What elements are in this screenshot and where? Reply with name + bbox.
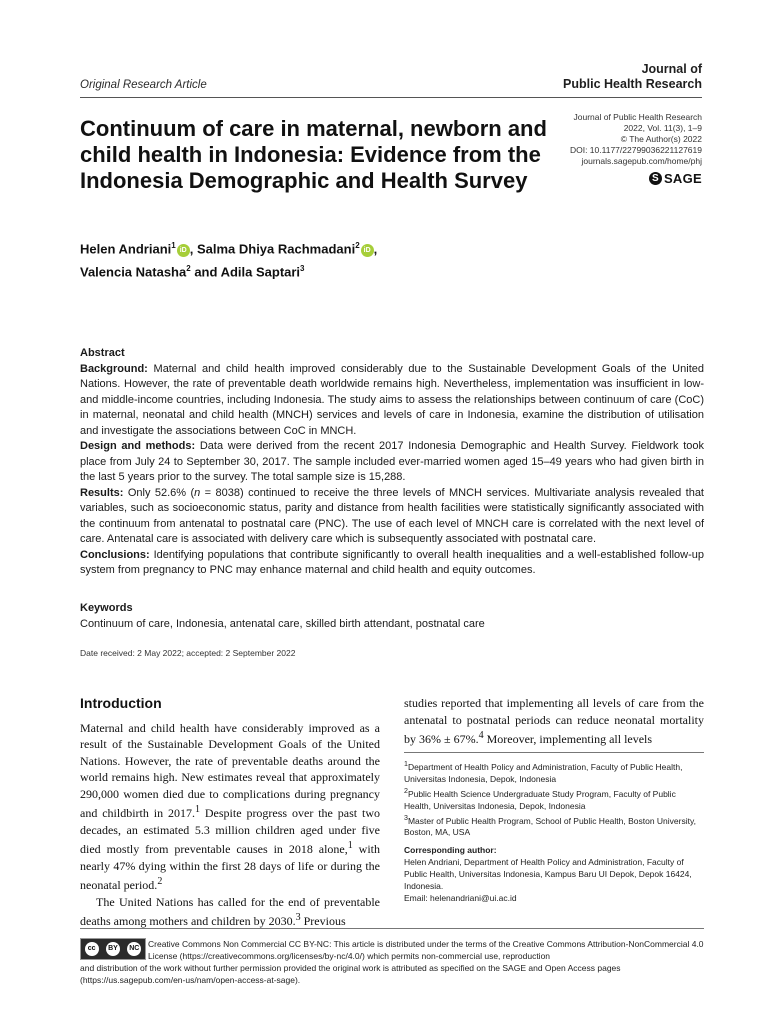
publication-info: Journal of Public Health Research 2022, Vol. 11(3), 1–9 © The Author(s) 2022 DOI: 10.1177/22799036221127619 journals.sagepub.com/home/phj [502, 112, 702, 167]
orcid-icon[interactable]: iD [177, 244, 190, 257]
sage-mark-icon: S [649, 172, 662, 185]
introduction-left-column [80, 695, 380, 930]
creative-commons-badge[interactable] [80, 938, 146, 960]
abstract-background: Background: Maternal and child health improved considerably due to the Sustainable Development Goals of the United Nations. However, the rate of preventable death worldwide remains high. Nevertheless, implementation was insufficient in low- and middle-income countries, including Indonesia. The study aims to assess the relationships between continuum of care (CoC) in maternal, neonatal and child health (MNCH) services and levels of care in Indonesia, examine the distribution of utilisation and investigate the associations between CoC in MNCH. [80, 362, 704, 437]
citation-ref[interactable]: 1 [347, 840, 353, 851]
abstract-conclusions: Conclusions: Identifying populations that contribute significantly to overall health inequalities and a well-established follow-up system from pregnancy to PNC may enhance maternal and child health and equity outcomes. [80, 548, 704, 576]
journal-name: Journal of Public Health Research [563, 62, 702, 91]
orcid-icon[interactable]: iD [361, 244, 374, 257]
author-name: Helen Andriani [80, 241, 172, 257]
affiliation-item: $^1$Department of Health Policy and Administration, Faculty of Public Health, Universitas Indonesia, Depok, Indonesia [404, 760, 683, 784]
introduction-paragraph: The United Nations has called for the end of preventable deaths among mothers and children by 2030.$^3$ Previous [80, 894, 380, 928]
doi-link[interactable]: DOI: 10.1177/22799036221127619 [569, 145, 702, 155]
nc-icon: NC [127, 942, 141, 956]
author-list: Helen Andriani$^1$iD , Salma Dhiya Rachmadani$^2$iD , Valencia Natasha$^2$ and Adila Saptari$^3$ [80, 241, 378, 280]
keywords-heading: Keywords [80, 602, 133, 614]
abstract-heading: Abstract [80, 347, 125, 359]
corresponding-author-address: Helen Andriani, Department of Health Policy and Administration, Faculty of Public Health, Universitas Indonesia, Kampus Baru UI Depok, Depok 16424, Indonesia. [404, 857, 692, 892]
journal-url-link[interactable]: journals.sagepub.com/home/phj [581, 156, 702, 166]
license-text: Creative Commons Non Commercial CC BY-NC: This article is distributed under the terms of the Creative Commons Attribution-NonCommercial 4.0 License (https://creativecommons.org/licenses/by-nc/4.0/) which permits non-commercial use, reproduction and distribution of the work without further permission provided the original work is attributed as specified on the SAGE and Open Access pages (https://us.sagepub.com/en-us/nam/open-access-at-sage). [80, 939, 704, 985]
introduction-heading: Introduction [80, 695, 162, 711]
paper-title: Continuum of care in maternal, newborn and child health in Indonesia: Evidence from the Indonesia Demographic and Health Survey [80, 116, 547, 193]
corresponding-author-email[interactable]: Email: helenandriani@ui.ac.id [404, 893, 517, 904]
sage-logo: S SAGE [649, 171, 702, 186]
introduction-paragraph: Maternal and child health have considerably improved as a result of the Sustainable Development Goals of the United Nations. However, the rate of preventable deaths around the world remains high. New estimates reveal that approximately 290,000 women died due to complications during pregnancy and childbirth in 2017.$^1$ Despite progress over the past two decades, an estimated 5.3 million children aged under five died mostly from preventable causes in 2018 alone,$^1$ with nearly 47% dying within the first 28 days of life or during the neonatal period.$^2$ [80, 720, 380, 892]
affiliations-divider [404, 752, 704, 753]
citation-ref[interactable]: 3 [295, 912, 301, 923]
citation-ref[interactable]: 4 [478, 730, 484, 741]
article-type: Original Research Article [80, 79, 207, 91]
keywords [80, 600, 704, 632]
by-icon: BY [106, 942, 120, 956]
author-name: Valencia Natasha [80, 264, 187, 280]
affiliations [404, 758, 704, 904]
affiliation-item: $^2$Public Health Science Undergraduate Study Program, Faculty of Public Health, Universitas Indonesia, Depok, Indonesia [404, 786, 676, 811]
footer-divider [80, 928, 704, 929]
keywords-list: Continuum of care, Indonesia, antenatal care, skilled birth attendant, postnatal care [80, 618, 485, 630]
abstract-methods: Design and methods: Data were derived from the recent 2017 Indonesia Demographic and Health Survey. Fieldwork took place from July 24 to September 30, 2017. The sample included ever-married women aged 15–49 years who had given birth in the last 5 years prior to the survey. The total sample size is 15,288. [80, 440, 704, 483]
citation-ref[interactable]: 1 [195, 804, 200, 815]
header-divider [80, 97, 702, 98]
abstract [80, 346, 704, 579]
abstract-results: Results: Only 52.6% (n = 8038) continued to receive the three levels of MNCH services. Multivariate analysis revealed that variables, such as socioeconomic status, parity and distance from health facilities were statistically significantly associated with the continuum from antenatal to postnatal care (PNC). The use of each level of MNCH care is correlated with the next level of care. Antenatal care is associated with delivery care which is subsequently associated with postnatal care. [80, 486, 704, 545]
affiliation-item: $^3$Master of Public Health Program, School of Public Health, Boston University, Boston, MA, USA [404, 813, 696, 838]
dates: Date received: 2 May 2022; accepted: 2 September 2022 [80, 648, 296, 658]
citation-ref[interactable]: 2 [157, 876, 163, 887]
author-name: Salma Dhiya Rachmadani [196, 241, 356, 257]
corresponding-author-heading: Corresponding author: [404, 845, 497, 856]
author-name: Adila Saptari [220, 264, 301, 280]
introduction-right-column: studies reported that implementing all levels of care from the antenatal to postnatal periods can reduce neonatal mortality by 36% ± 67%.$^4$ Moreover, implementing all levels [404, 696, 704, 746]
cc-icon: cc [85, 942, 99, 956]
